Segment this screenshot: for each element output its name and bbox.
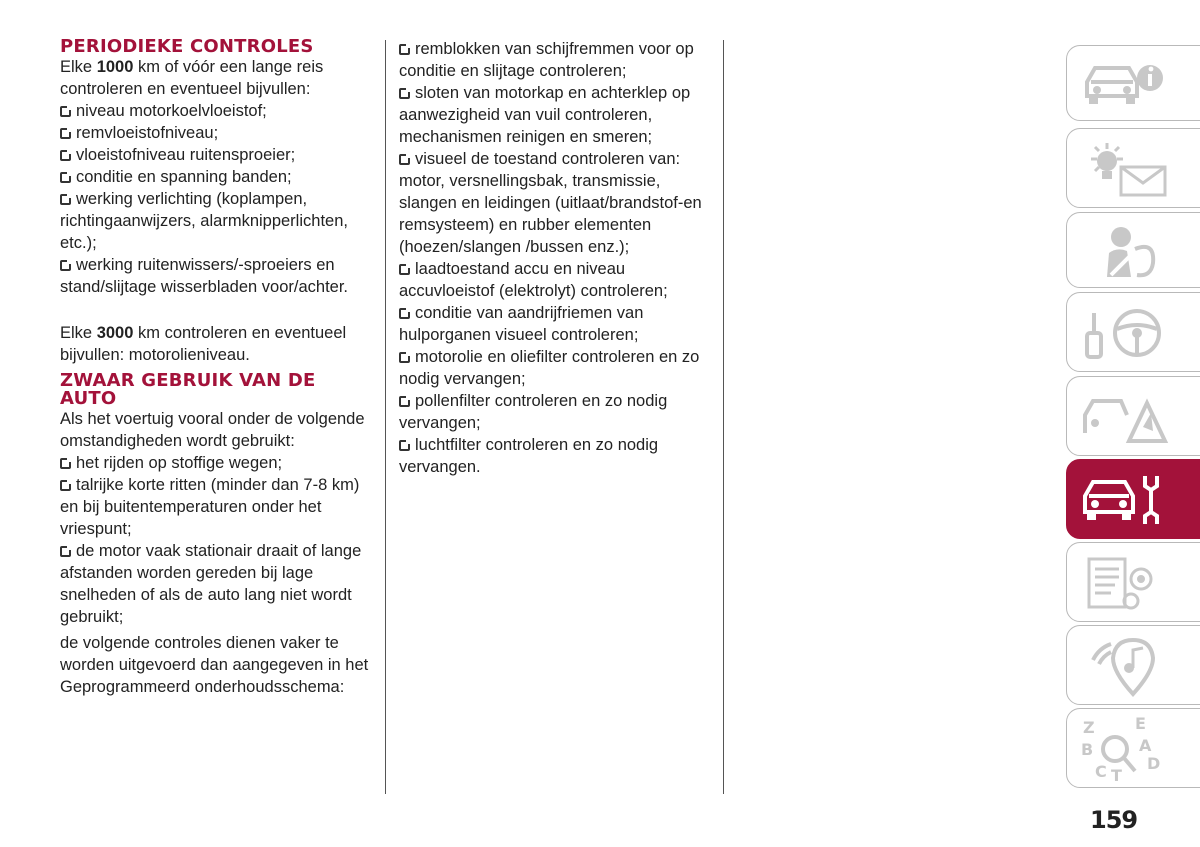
checkbox-icon <box>60 546 71 557</box>
checkbox-icon <box>399 44 410 55</box>
list-item <box>399 38 711 82</box>
list-item-text: talrijke korte ritten (minder dan 7-8 km) en bij buitentemperaturen onder het vriespunt; <box>60 476 360 538</box>
list-item-text: conditie en spanning banden; <box>76 168 292 186</box>
list-item <box>399 148 711 258</box>
checkbox-icon <box>60 260 71 271</box>
tab-technical-data[interactable] <box>1066 542 1200 622</box>
tab-safety[interactable] <box>1066 212 1200 288</box>
index-letter: T <box>1111 766 1122 783</box>
tab-lights-messages[interactable] <box>1066 128 1200 208</box>
checkbox-icon <box>399 352 410 363</box>
paragraph-3000km <box>60 322 372 366</box>
intro-km-value: 1000 <box>96 58 134 76</box>
intro-text-pre: Elke <box>60 58 97 76</box>
para2-text-post: km controleren en eventueel bijvullen: motorolieniveau. <box>60 324 347 364</box>
list-item-text: werking verlichting (koplampen, richtingaanwijzers, alarmknipperlichten, etc.); <box>60 190 348 252</box>
car-info-icon <box>1077 52 1177 116</box>
index-letter: B <box>1081 740 1094 759</box>
paragraph-frequent-checks: de volgende controles dienen vaker te worden uitgevoerd dan aangegeven in het Geprogrammeerd onderhoudsschema: <box>60 634 369 696</box>
para2-text-pre: Elke <box>60 324 97 342</box>
list-item-text: laadtoestand accu en niveau accuvloeistof (elektrolyt) controleren; <box>399 260 668 300</box>
tab-maintenance-active[interactable] <box>1066 459 1200 539</box>
middle-column <box>399 38 711 478</box>
checkbox-icon <box>399 264 410 275</box>
index-letter: E <box>1135 715 1146 733</box>
list-item <box>60 144 372 166</box>
checkbox-icon <box>399 88 410 99</box>
tab-starting-driving[interactable] <box>1066 292 1200 372</box>
left-column <box>60 38 372 698</box>
list-item <box>60 540 372 628</box>
warning-light-mail-icon <box>1077 135 1177 203</box>
location-music-icon <box>1077 632 1177 700</box>
document-gear-icon <box>1077 549 1177 617</box>
index-letter: Z <box>1083 718 1095 737</box>
index-letter: C <box>1095 762 1107 781</box>
column-divider <box>723 40 724 794</box>
checkbox-icon <box>60 458 71 469</box>
list-item <box>60 122 372 144</box>
list-item <box>399 346 711 390</box>
list-item-text: werking ruitenwissers/-sproeiers en stand/slijtage wisserbladen voor/achter. <box>60 256 348 296</box>
tab-dashboard-info[interactable] <box>1066 45 1200 121</box>
heading-zwaar-gebruik: ZWAAR GEBRUIK VAN DE AUTO <box>60 370 316 409</box>
car-wrench-icon <box>1077 466 1177 534</box>
list-item-text: sloten van motorkap en achterklep op aanwezigheid van vuil controleren, mechanismen reinigen en smeren; <box>399 84 691 146</box>
list-item-text: pollenfilter controleren en zo nodig vervangen; <box>399 392 668 432</box>
checkbox-icon <box>399 440 410 451</box>
list-item <box>60 188 372 254</box>
list-item-text: conditie van aandrijfriemen van hulporganen visueel controleren; <box>399 304 644 344</box>
breakdown-warning-icon <box>1077 383 1177 451</box>
list-item <box>399 390 711 434</box>
checkbox-icon <box>399 396 410 407</box>
page-number: 159 <box>1090 806 1138 834</box>
list-item <box>60 166 372 188</box>
index-letter: D <box>1147 754 1161 773</box>
index-letter: A <box>1139 736 1152 755</box>
list-item <box>60 254 372 298</box>
checkbox-icon <box>60 172 71 183</box>
list-item <box>399 302 711 346</box>
list-item <box>399 82 711 148</box>
heading-periodieke-controles: PERIODIEKE CONTROLES <box>60 36 314 57</box>
list-item <box>60 474 372 540</box>
list-item <box>399 258 711 302</box>
list-item-text: remblokken van schijfremmen voor op conditie en slijtage controleren; <box>399 40 694 80</box>
tab-emergency[interactable] <box>1066 376 1200 456</box>
list-item <box>399 434 711 478</box>
checkbox-icon <box>60 194 71 205</box>
list-item-text: motorolie en oliefilter controleren en zo nodig vervangen; <box>399 348 700 388</box>
list-item-text: visueel de toestand controleren van: motor, versnellingsbak, transmissie, slangen en leidingen (uitlaat/brandstof-en remsysteem) en rubber elementen (hoezen/slangen /bussen enz.); <box>399 150 702 256</box>
tab-multimedia[interactable] <box>1066 625 1200 705</box>
intro-paragraph <box>60 56 372 100</box>
checkbox-icon <box>60 128 71 139</box>
column-divider <box>385 40 386 794</box>
list-item-text: luchtfilter controleren en zo nodig vervangen. <box>399 436 659 476</box>
intro-text-post: km of vóór een lange reis controleren en eventueel bijvullen: <box>60 58 324 98</box>
checkbox-icon <box>60 480 71 491</box>
checkbox-icon <box>60 106 71 117</box>
checkbox-icon <box>60 150 71 161</box>
list-item-text: remvloeistofniveau; <box>76 124 219 142</box>
list-item-text: vloeistofniveau ruitensproeier; <box>76 146 296 164</box>
list-item <box>60 100 372 122</box>
tab-index[interactable] <box>1066 708 1200 788</box>
paragraph-conditions: Als het voertuig vooral onder de volgende omstandigheden wordt gebruikt: <box>60 410 365 450</box>
list-item-text: niveau motorkoelvloeistof; <box>76 102 267 120</box>
alphabet-index-icon <box>1077 715 1177 783</box>
checkbox-icon <box>399 308 410 319</box>
list-item <box>60 452 372 474</box>
list-item-text: de motor vaak stationair draait of lange afstanden worden gereden bij lage snelheden of als de auto lang niet wordt gebruikt; <box>60 542 362 626</box>
para2-km-value: 3000 <box>96 324 134 342</box>
seatbelt-airbag-icon <box>1077 219 1177 283</box>
list-item-text: het rijden op stoffige wegen; <box>76 454 283 472</box>
key-steering-wheel-icon <box>1077 299 1177 367</box>
checkbox-icon <box>399 154 410 165</box>
